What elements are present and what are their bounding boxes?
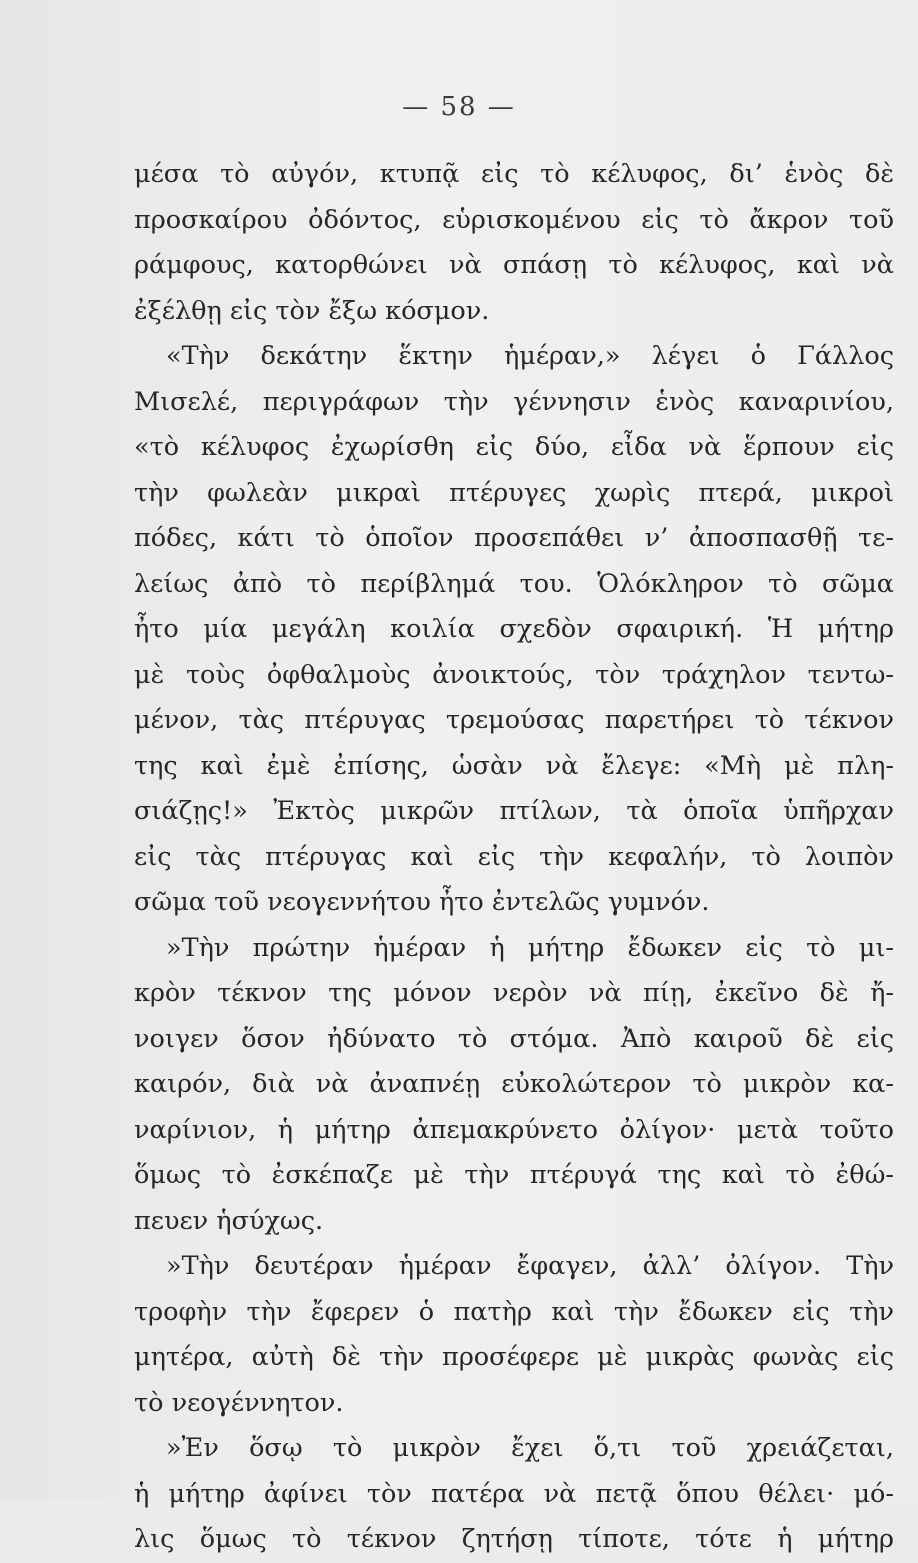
text-line: εἰς τὰς πτέρυγας καὶ εἰς τὴν κεφαλήν, τὸ λοιπὸν	[134, 841, 894, 872]
text-line: καιρόν, διὰ νὰ ἀναπνέῃ εὐκολώτερον τὸ μικρὸν κα-	[134, 1069, 894, 1099]
text-line: τὸ νεογέννητον.	[134, 1387, 344, 1418]
text-line: «Τὴν δεκάτην ἕκτην ἡμέραν,» λέγει ὁ Γάλλος	[166, 341, 894, 371]
text-line: ὅμως τὸ ἐσκέπαζε μὲ τὴν πτέρυγά της καὶ τὸ ἐθώ-	[134, 1160, 894, 1190]
text-line: μένον, τὰς πτέρυγας τρεμούσας παρετήρει τὸ τέκνον	[134, 705, 894, 735]
text-line: νοιγεν ὅσον ἠδύνατο τὸ στόμα. Ἀπὸ καιροῦ δὲ εἰς	[134, 1023, 894, 1054]
text-line: λείως ἀπὸ τὸ περίβλημά του. Ὁλόκληρον τὸ σῶμα	[134, 568, 894, 599]
text-line: μέσα τὸ αὐγόν, κτυπᾷ εἰς τὸ κέλυφος, δι’ ἑνὸς δὲ	[134, 159, 894, 189]
text-line: ἐξέλθῃ εἰς τὸν ἔξω κόσμον.	[134, 295, 490, 326]
text-line: πευεν ἡσύχως.	[134, 1205, 324, 1236]
text-line: Μισελέ, περιγράφων τὴν γέννησιν ἑνὸς καναρινίου,	[134, 386, 894, 417]
text-line: »Ἐν ὅσῳ τὸ μικρὸν ἔχει ὅ,τι τοῦ χρειάζεται,	[166, 1433, 894, 1463]
text-line: ναρίνιον, ἡ μήτηρ ἀπεμακρύνετο ὀλίγον· μετὰ τοῦτο	[134, 1114, 894, 1145]
text-line: λις ὅμως τὸ τέκνον ζητήσῃ τίποτε, τότε ἡ μήτηρ	[134, 1524, 894, 1554]
text-line: σῶμα τοῦ νεογεννήτου ἦτο ἐντελῶς γυμνόν.	[134, 887, 710, 917]
text-line: «τὸ κέλυφος ἐχωρίσθη εἰς δύο, εἶδα νὰ ἕρπουν εἰς	[134, 432, 894, 462]
body-text	[134, 152, 894, 1563]
text-line: ἡ μήτηρ ἀφίνει τὸν πατέρα νὰ πετᾷ ὅπου θέλει· μό-	[134, 1478, 894, 1509]
text-line: ράμφους, κατορθώνει νὰ σπάσῃ τὸ κέλυφος, καὶ νὰ	[134, 250, 894, 280]
text-line: μητέρα, αὐτὴ δὲ τὴν προσέφερε μὲ μικρὰς φωνὰς εἰς	[134, 1342, 894, 1372]
text-line: μὲ τοὺς ὀφθαλμοὺς ἀνοικτούς, τὸν τράχηλον τεντω-	[134, 659, 894, 690]
text-line: σιάζῃς!» Ἐκτὸς μικρῶν πτίλων, τὰ ὁποῖα ὑπῆρχαν	[134, 796, 894, 826]
text-line: προσκαίρου ὀδόντος, εὑρισκομένου εἰς τὸ ἄκρον τοῦ	[134, 204, 894, 235]
page-number: — 58 —	[402, 92, 516, 122]
text-line: κρὸν τέκνον της μόνον νερὸν νὰ πίῃ, ἐκεῖνο δὲ ἤ-	[134, 978, 894, 1008]
text-line: πόδες, κάτι τὸ ὁποῖον προσεπάθει ν’ ἀποσπασθῇ τε-	[134, 523, 894, 553]
text-line: τροφὴν τὴν ἔφερεν ὁ πατὴρ καὶ τὴν ἔδωκεν εἰς τὴν	[134, 1296, 894, 1327]
text-line: ἦτο μία μεγάλη κοιλία σχεδὸν σφαιρική. Ἡ μήτηρ	[134, 614, 894, 644]
text-line: »Τὴν δευτέραν ἡμέραν ἔφαγεν, ἀλλ’ ὀλίγον. Τὴν	[166, 1251, 894, 1281]
text-line: τὴν φωλεὰν μικραὶ πτέρυγες χωρὶς πτερά, μικροὶ	[134, 477, 894, 508]
text-line: της καὶ ἐμὲ ἐπίσης, ὡσὰν νὰ ἔλεγε: «Μὴ μὲ πλη-	[134, 750, 894, 781]
text-line: »Τὴν πρώτην ἡμέραν ἡ μήτηρ ἔδωκεν εἰς τὸ μι-	[166, 932, 894, 963]
